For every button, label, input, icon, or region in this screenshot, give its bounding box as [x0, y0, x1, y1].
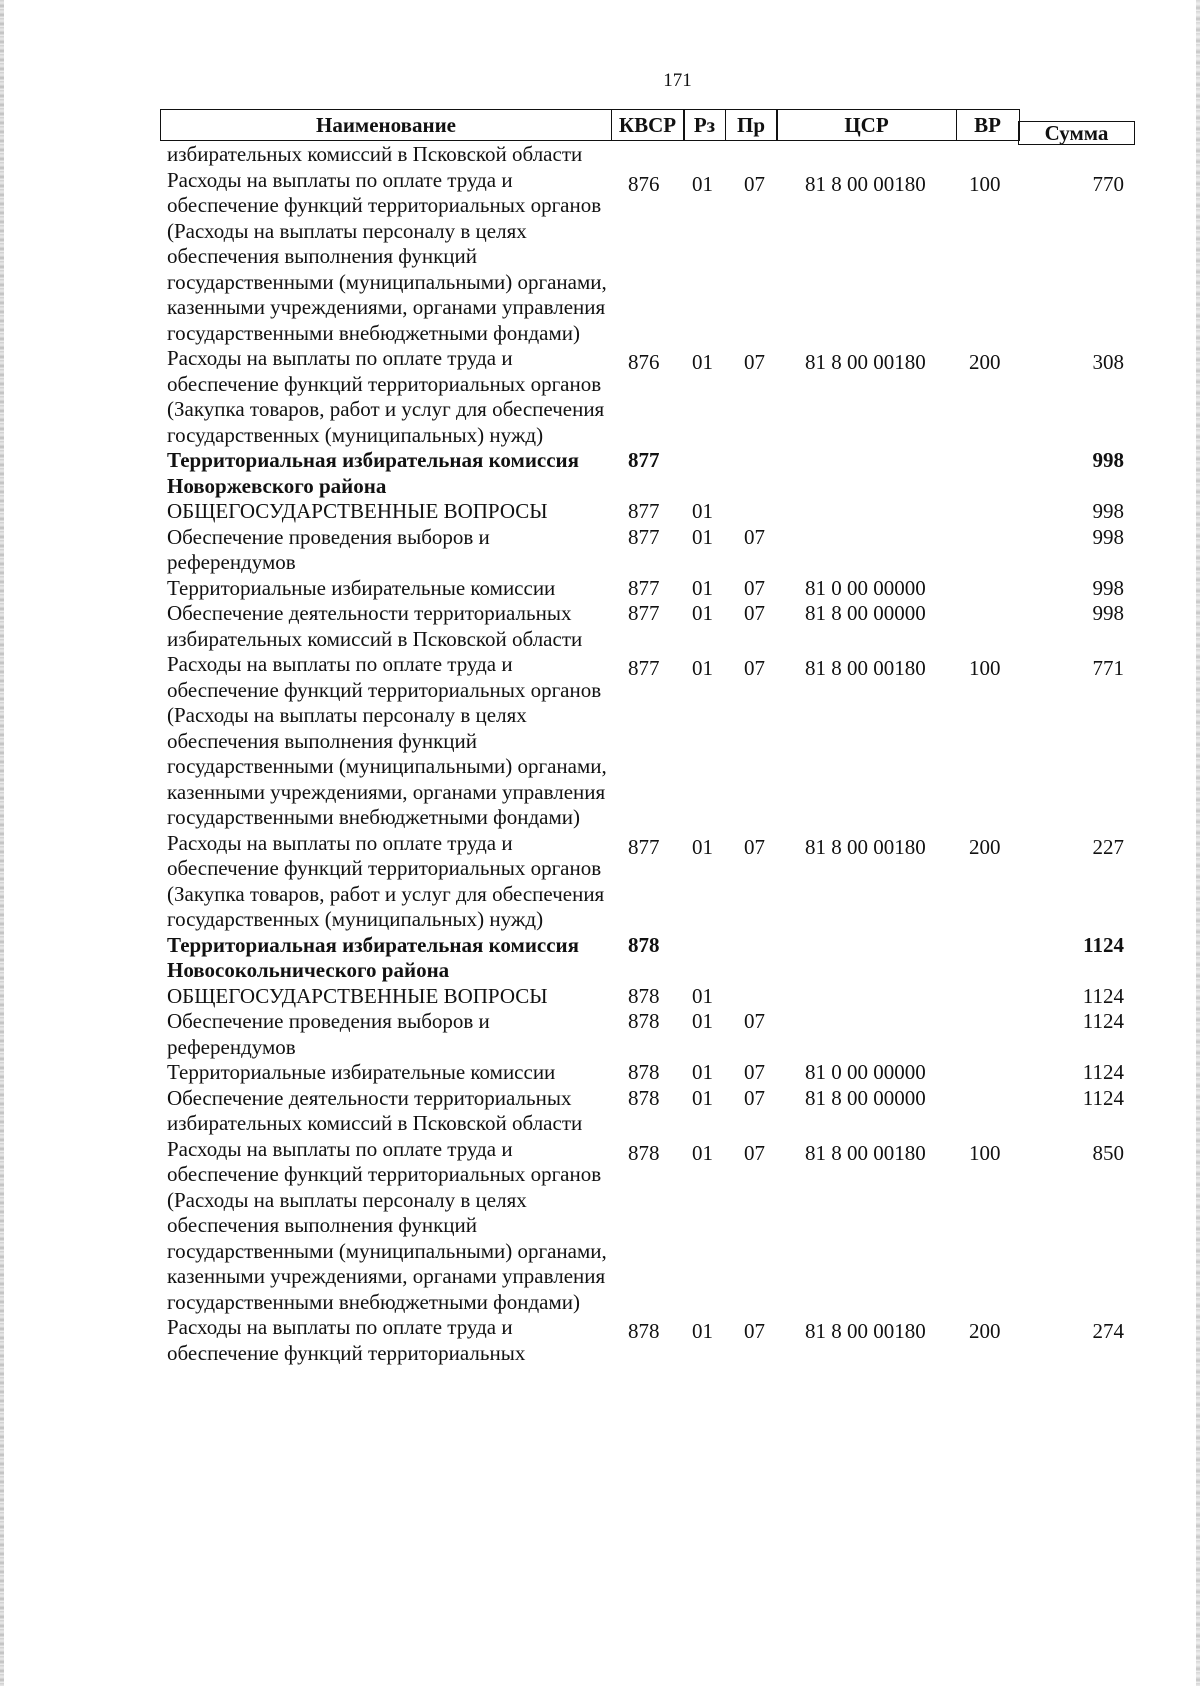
- table-row: [0, 1086, 1200, 1137]
- cell-name: Расходы на выплаты по оплате труда и обеспечение функций территориальных органов (Закупка товаров, работ и услуг для обеспечения государственных (муниципальных) нужд): [167, 346, 605, 447]
- cell-pr: 07: [744, 171, 765, 196]
- cell-kvsr: 878: [628, 1060, 660, 1084]
- cell-vr: 100: [969, 656, 1001, 680]
- cell-rz: 01: [692, 601, 713, 625]
- cell-name: Территориальные избирательные комиссии: [167, 575, 556, 600]
- cell-csr: 81 8 00 00180: [805, 1140, 926, 1165]
- cell-csr: 81 8 00 00180: [805, 350, 926, 374]
- cell-name: Расходы на выплаты по оплате труда и обеспечение функций территориальных органов (Расходы на выплаты персоналу в целях обеспечения выполнения функций государственными (муниципальными) органами, казенными учреждениями, органами управления государственными внебюджетными фондами): [167, 652, 607, 829]
- table-row: [0, 576, 1200, 602]
- cell-kvsr: 877: [628, 601, 660, 625]
- cell-name: Обеспечение деятельности территориальных избирательных комиссий в Псковской области: [167, 1085, 583, 1135]
- cell-pr: 07: [744, 1060, 765, 1084]
- cell-kvsr: 877: [628, 499, 660, 523]
- cell-csr: 81 8 00 00180: [805, 171, 926, 196]
- cell-sum: 998: [1092, 524, 1124, 549]
- cell-rz: 01: [692, 171, 713, 196]
- cell-kvsr: 877: [628, 575, 660, 600]
- cell-vr: 100: [969, 1140, 1001, 1165]
- cell-kvsr: 876: [628, 350, 660, 374]
- cell-name: избирательных комиссий в Псковской области: [167, 142, 583, 166]
- table-row: [0, 831, 1200, 933]
- table-row: [0, 601, 1200, 652]
- cell-pr: 07: [744, 575, 765, 600]
- header-rz: Рз: [683, 109, 726, 141]
- cell-rz: 01: [692, 1060, 713, 1084]
- cell-vr: 200: [969, 834, 1001, 859]
- cell-kvsr: 876: [628, 171, 660, 196]
- cell-sum: 998: [1092, 575, 1124, 600]
- cell-name: Территориальная избирательная комиссия Новосокольнического района: [167, 932, 580, 982]
- cell-kvsr: 877: [628, 656, 660, 680]
- cell-sum: 770: [1092, 171, 1124, 196]
- budget-table-body: [0, 142, 1200, 1366]
- cell-sum: 1124: [1083, 932, 1124, 957]
- cell-pr: 07: [744, 524, 765, 549]
- cell-csr: 81 0 00 00000: [805, 1060, 926, 1084]
- cell-csr: 81 8 00 00000: [805, 601, 926, 625]
- cell-rz: 01: [692, 1319, 713, 1343]
- cell-vr: 200: [969, 1319, 1001, 1343]
- cell-name: ОБЩЕГОСУДАРСТВЕННЫЕ ВОПРОСЫ: [167, 983, 548, 1008]
- page-number: 171: [663, 70, 692, 91]
- cell-sum: 1124: [1082, 1085, 1124, 1110]
- table-row: [0, 448, 1200, 499]
- cell-name: Обеспечение деятельности территориальных избирательных комиссий в Псковской области: [167, 601, 583, 651]
- cell-kvsr: 878: [628, 1140, 660, 1165]
- header-csr: ЦСР: [776, 109, 957, 141]
- cell-kvsr: 877: [628, 448, 660, 472]
- cell-name: ОБЩЕГОСУДАРСТВЕННЫЕ ВОПРОСЫ: [167, 499, 548, 523]
- cell-pr: 07: [744, 1009, 765, 1033]
- cell-rz: 01: [692, 983, 713, 1008]
- cell-sum: 850: [1092, 1140, 1124, 1165]
- cell-sum: 998: [1092, 601, 1124, 625]
- cell-rz: 01: [692, 1009, 713, 1033]
- cell-sum: 1124: [1082, 1060, 1124, 1084]
- table-row: [0, 652, 1200, 831]
- header-name: Наименование: [160, 109, 612, 141]
- cell-name: Расходы на выплаты по оплате труда и обеспечение функций территориальных органов (Расходы на выплаты персоналу в целях обеспечения выполнения функций государственными (муниципальными) органами, казенными учреждениями, органами управления государственными внебюджетными фондами): [167, 1136, 607, 1314]
- cell-sum: 274: [1092, 1319, 1124, 1343]
- table-row: [0, 499, 1200, 525]
- table-row: [0, 168, 1200, 347]
- cell-kvsr: 877: [628, 834, 660, 859]
- cell-rz: 01: [692, 656, 713, 680]
- cell-vr: 100: [969, 171, 1001, 196]
- cell-name: Расходы на выплаты по оплате труда и обеспечение функций территориальных: [167, 1315, 526, 1365]
- cell-rz: 01: [692, 499, 713, 523]
- cell-csr: 81 8 00 00000: [805, 1085, 926, 1110]
- cell-pr: 07: [744, 834, 765, 859]
- cell-sum: 227: [1092, 834, 1124, 859]
- table-row: [0, 1009, 1200, 1060]
- cell-rz: 01: [692, 1085, 713, 1110]
- table-header: [160, 109, 1137, 145]
- cell-rz: 01: [692, 575, 713, 600]
- cell-rz: 01: [692, 1140, 713, 1165]
- cell-name: Расходы на выплаты по оплате труда и обеспечение функций территориальных органов (Расходы на выплаты персоналу в целях обеспечения выполнения функций государственными (муниципальными) органами, казенными учреждениями, органами управления государственными внебюджетными фондами): [167, 167, 607, 345]
- table-row: [0, 1315, 1200, 1366]
- table-row: [0, 1060, 1200, 1086]
- cell-sum: 1124: [1082, 1009, 1124, 1033]
- cell-sum: 1124: [1082, 983, 1124, 1008]
- header-kvsr: КВСР: [611, 109, 685, 141]
- cell-kvsr: 877: [628, 524, 660, 549]
- cell-sum: 308: [1092, 350, 1124, 374]
- cell-pr: 07: [744, 656, 765, 680]
- cell-csr: 81 0 00 00000: [805, 575, 926, 600]
- cell-name: Обеспечение проведения выборов и референдумов: [167, 1009, 490, 1059]
- cell-pr: 07: [744, 350, 765, 374]
- cell-rz: 01: [692, 524, 713, 549]
- cell-name: Территориальная избирательная комиссия Новоржевского района: [167, 448, 580, 498]
- cell-kvsr: 878: [628, 1009, 660, 1033]
- cell-kvsr: 878: [628, 1319, 660, 1343]
- header-pr: Пр: [725, 109, 778, 141]
- cell-csr: 81 8 00 00180: [805, 656, 926, 680]
- table-row: [0, 933, 1200, 984]
- cell-csr: 81 8 00 00180: [805, 834, 926, 859]
- table-row: [0, 984, 1200, 1010]
- cell-vr: 200: [969, 350, 1001, 374]
- cell-rz: 01: [692, 834, 713, 859]
- header-vr: ВР: [956, 109, 1020, 141]
- cell-csr: 81 8 00 00180: [805, 1319, 926, 1343]
- table-row: [0, 1137, 1200, 1316]
- cell-kvsr: 878: [628, 932, 660, 957]
- cell-rz: 01: [692, 350, 713, 374]
- cell-sum: 998: [1092, 448, 1124, 472]
- header-sum: Сумма: [1018, 121, 1135, 145]
- cell-pr: 07: [744, 1085, 765, 1110]
- cell-name: Обеспечение проведения выборов и референдумов: [167, 524, 490, 574]
- cell-pr: 07: [744, 1319, 765, 1343]
- cell-pr: 07: [744, 1140, 765, 1165]
- table-row: [0, 142, 1200, 168]
- cell-name: Расходы на выплаты по оплате труда и обеспечение функций территориальных органов (Закупка товаров, работ и услуг для обеспечения государственных (муниципальных) нужд): [167, 830, 605, 931]
- cell-name: Территориальные избирательные комиссии: [167, 1060, 556, 1084]
- table-row: [0, 525, 1200, 576]
- cell-sum: 998: [1092, 499, 1124, 523]
- cell-pr: 07: [744, 601, 765, 625]
- cell-kvsr: 878: [628, 1085, 660, 1110]
- cell-sum: 771: [1092, 656, 1124, 680]
- table-row: [0, 346, 1200, 448]
- cell-kvsr: 878: [628, 983, 660, 1008]
